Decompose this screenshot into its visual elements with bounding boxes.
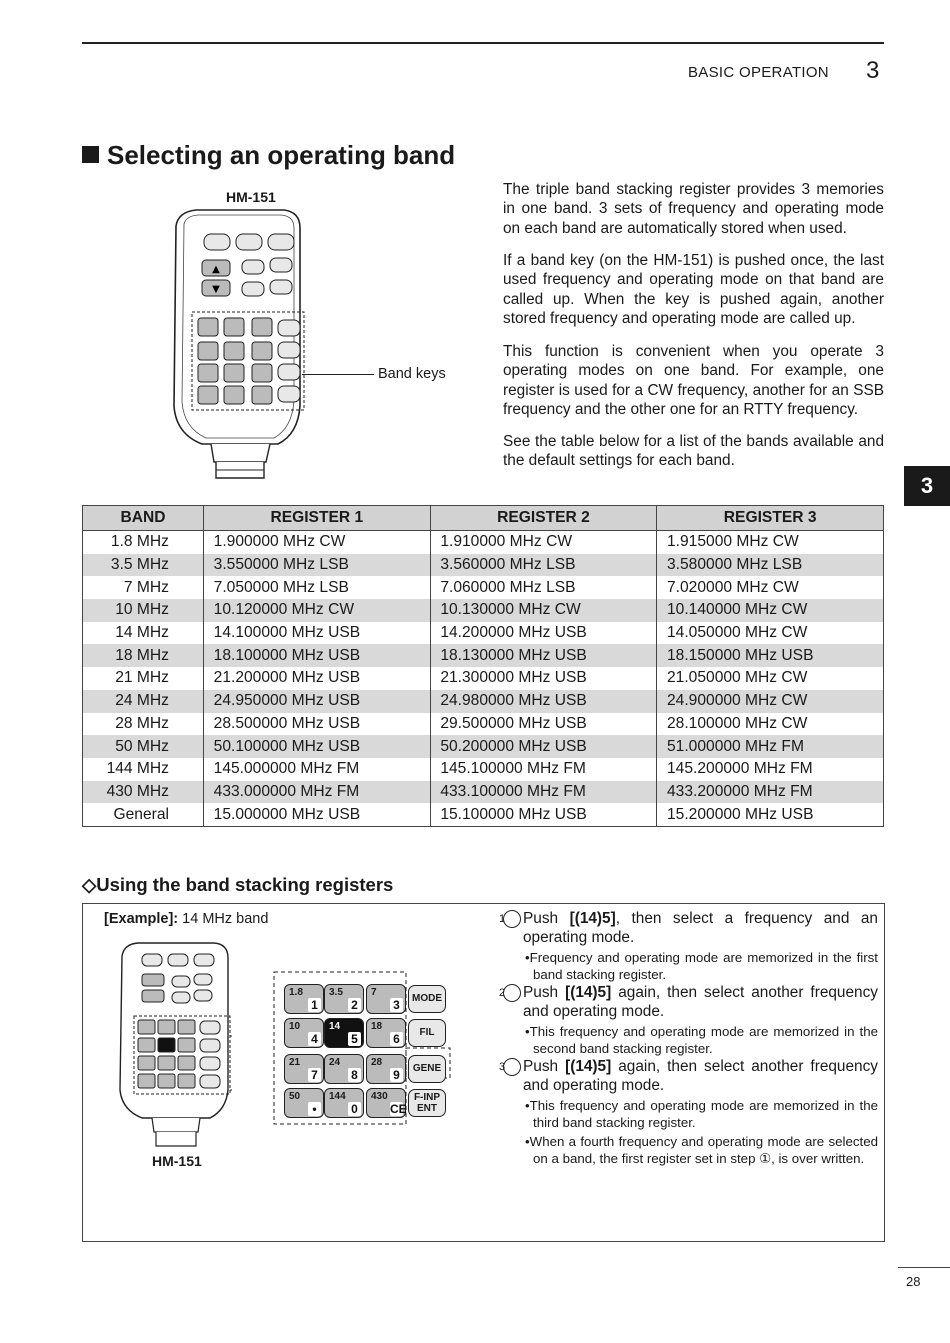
register-cell <box>430 758 657 781</box>
table-header-cell: REGISTER 1 <box>203 506 430 531</box>
note-text: Frequency and operating mode are memorized in the first band stacking register. <box>529 949 878 983</box>
band-key <box>284 984 324 1014</box>
intro-paragraph-3: This function is convenient when you operate 3 operating modes on one band. For example, one register is used for a CW frequency, another for an SSB frequency and the other one for an RTTY frequency. <box>503 343 884 419</box>
register-value: 15.000000 MHz USB <box>213 805 361 823</box>
register-value: 18.150000 MHz USB <box>667 646 814 664</box>
band-key <box>324 1088 364 1118</box>
register-cell <box>203 713 430 736</box>
section-header: BASIC OPERATION <box>688 64 829 81</box>
square-bullet-icon <box>82 146 99 163</box>
register-value: 145.200000 MHz FM <box>667 760 813 778</box>
register-cell <box>430 531 657 554</box>
band-key-digit: 0 <box>348 1102 361 1116</box>
register-cell <box>430 667 657 690</box>
diamond-bullet-icon: ◇ <box>82 874 97 895</box>
step-text: Push <box>523 910 570 927</box>
register-value: 51.000000 MHz FM <box>667 737 804 755</box>
band-cell: 21 MHz <box>83 667 204 690</box>
table-row <box>83 667 884 690</box>
callout-leader-line <box>302 374 374 375</box>
band-cell: 14 MHz <box>83 622 204 645</box>
register-value: 21.200000 MHz USB <box>213 669 361 687</box>
band-key <box>324 1054 364 1084</box>
enlarged-keypad <box>276 970 448 1124</box>
register-value: 10.140000 MHz CW <box>667 601 808 619</box>
figure-label: HM-151 <box>226 189 276 205</box>
page-title <box>82 140 455 171</box>
function-key: MODE <box>408 985 446 1013</box>
table-header-cell: REGISTER 3 <box>657 506 884 531</box>
key-reference: [(14)5] <box>569 910 616 927</box>
band-cell: 50 MHz <box>83 735 204 758</box>
step-number: 1 <box>503 910 521 928</box>
svg-text:▲: ▲ <box>212 264 220 275</box>
register-cell <box>203 622 430 645</box>
register-value: 3.580000 MHz LSB <box>667 556 803 574</box>
example-label: [Example]: <box>104 911 179 927</box>
band-key-band-label: 21 <box>289 1057 301 1068</box>
note-text: This frequency and operating mode are memorized in the third band stacking register. <box>529 1097 878 1131</box>
register-cell <box>657 667 884 690</box>
register-value: 433.100000 MHz FM <box>440 782 586 800</box>
band-cell: 18 MHz <box>83 644 204 667</box>
band-cell: 3.5 MHz <box>83 554 204 577</box>
band-key <box>366 1088 406 1118</box>
table-header-row <box>83 506 884 531</box>
register-value: 14.050000 MHz CW <box>667 624 808 642</box>
table-row <box>83 599 884 622</box>
table-row <box>83 713 884 736</box>
table-row <box>83 622 884 645</box>
band-key-digit: 8 <box>348 1068 361 1082</box>
register-cell <box>430 599 657 622</box>
register-cell <box>657 554 884 577</box>
band-key-digit: 3 <box>390 998 403 1012</box>
register-value: 7.060000 MHz LSB <box>440 578 576 596</box>
register-cell <box>430 713 657 736</box>
register-cell <box>203 690 430 713</box>
register-value: 10.130000 MHz CW <box>440 601 581 619</box>
band-key <box>366 984 406 1014</box>
band-cell: 28 MHz <box>83 713 204 736</box>
register-value: 10.120000 MHz CW <box>213 601 355 619</box>
register-cell <box>657 690 884 713</box>
band-key-digit: • <box>308 1102 321 1116</box>
table-row <box>83 690 884 713</box>
register-cell <box>203 554 430 577</box>
band-key <box>366 1054 406 1084</box>
example-text: 14 MHz band <box>182 911 269 927</box>
register-cell <box>657 622 884 645</box>
register-value: 7.050000 MHz LSB <box>213 578 349 596</box>
register-cell <box>430 690 657 713</box>
step-note: •This frequency and operating mode are memorized in the third band stacking register. <box>525 1097 878 1131</box>
register-cell <box>657 644 884 667</box>
band-key-band-label: 28 <box>371 1057 383 1068</box>
register-value: 145.000000 MHz FM <box>213 760 360 778</box>
band-key-digit: 7 <box>308 1068 321 1082</box>
register-cell <box>203 576 430 599</box>
band-cell: 430 MHz <box>83 781 204 804</box>
key-reference: [(14)5] <box>565 1058 612 1075</box>
table-row <box>83 644 884 667</box>
table-header-cell: REGISTER 2 <box>430 506 657 531</box>
table-row <box>83 803 884 826</box>
register-cell <box>203 758 430 781</box>
register-value: 24.900000 MHz CW <box>667 692 808 710</box>
step-number: 3 <box>503 1058 521 1076</box>
register-value: 24.980000 MHz USB <box>440 692 587 710</box>
band-key-band-label: 7 <box>371 987 377 998</box>
register-cell <box>657 531 884 554</box>
band-cell: 1.8 MHz <box>83 531 204 554</box>
band-key-band-label: 3.5 <box>329 987 343 998</box>
step-3 <box>498 1057 879 1168</box>
chapter-side-tab: 3 <box>904 466 950 506</box>
register-value: 21.050000 MHz CW <box>667 669 808 687</box>
step-1 <box>498 909 878 984</box>
band-key <box>324 1018 364 1048</box>
note-text: When a fourth frequency and operating mode are selected on a band, the first register set in step ①, is over written. <box>529 1133 878 1167</box>
register-value: 3.550000 MHz LSB <box>213 556 349 574</box>
table-row <box>83 531 884 554</box>
register-cell <box>657 576 884 599</box>
microphone-illustration <box>166 206 306 486</box>
band-key-band-label: 10 <box>289 1021 301 1032</box>
register-value: 433.000000 MHz FM <box>213 782 360 800</box>
function-key: F-INP ENT <box>408 1089 446 1117</box>
register-value: 145.100000 MHz FM <box>440 760 586 778</box>
band-key-digit: CE <box>390 1102 407 1116</box>
band-key <box>366 1018 406 1048</box>
function-key: GENE <box>408 1055 446 1083</box>
register-value: 15.100000 MHz USB <box>440 805 587 823</box>
band-key-band-label: 1.8 <box>289 987 303 998</box>
register-cell <box>203 803 430 826</box>
register-cell <box>203 667 430 690</box>
register-cell <box>657 735 884 758</box>
step-2 <box>498 983 879 1058</box>
example-caption <box>104 911 268 927</box>
register-value: 50.100000 MHz USB <box>213 737 361 755</box>
band-key-digit: 1 <box>308 998 321 1012</box>
band-cell: 24 MHz <box>83 690 204 713</box>
step-text: , then select a frequency and an operating mode. <box>523 910 878 947</box>
register-value: 1.900000 MHz CW <box>213 533 346 551</box>
table-row <box>83 758 884 781</box>
band-key-band-label: 430 <box>371 1091 388 1102</box>
register-cell <box>203 599 430 622</box>
register-cell <box>657 713 884 736</box>
step-text: again, then select another frequency and operating mode. <box>523 1058 879 1095</box>
register-cell <box>430 622 657 645</box>
band-cell: 144 MHz <box>83 758 204 781</box>
register-cell <box>430 803 657 826</box>
subsection-title <box>82 874 393 896</box>
register-value: 50.200000 MHz USB <box>440 737 587 755</box>
register-value: 15.200000 MHz USB <box>667 805 814 823</box>
register-value: 28.500000 MHz USB <box>213 714 361 732</box>
register-cell <box>203 735 430 758</box>
table-row <box>83 554 884 577</box>
register-cell <box>430 644 657 667</box>
figure-label-small: HM-151 <box>152 1153 202 1169</box>
step-text: again, then select another frequency and operating mode. <box>523 984 879 1021</box>
band-key <box>284 1018 324 1048</box>
register-value: 29.500000 MHz USB <box>440 714 587 732</box>
note-text: This frequency and operating mode are memorized in the second band stacking register. <box>529 1023 878 1057</box>
register-value: 24.950000 MHz USB <box>213 692 361 710</box>
table-row <box>83 781 884 804</box>
page-title-text: Selecting an operating band <box>107 140 456 170</box>
band-key <box>284 1054 324 1084</box>
step-note: •When a fourth frequency and operating mode are selected on a band, the first register set in step ①, is over written. <box>525 1133 878 1167</box>
register-value: 433.200000 MHz FM <box>667 782 813 800</box>
register-value: 18.100000 MHz USB <box>213 646 361 664</box>
chapter-number: 3 <box>866 57 880 84</box>
step-note: •Frequency and operating mode are memorized in the first band stacking register. <box>525 949 878 983</box>
band-key-digit: 6 <box>390 1032 403 1046</box>
footer-rule <box>898 1267 950 1268</box>
register-value: 1.910000 MHz CW <box>440 533 573 551</box>
band-key-band-label: 24 <box>329 1057 341 1068</box>
register-cell <box>430 781 657 804</box>
register-value: 1.915000 MHz CW <box>667 533 799 551</box>
register-cell <box>203 531 430 554</box>
intro-paragraph-4: See the table below for a list of the bands available and the default settings for each band. <box>503 433 884 470</box>
register-cell <box>657 758 884 781</box>
band-key <box>324 984 364 1014</box>
register-cell <box>430 735 657 758</box>
band-cell: General <box>83 803 204 826</box>
band-key-band-label: 14 <box>329 1021 341 1032</box>
register-cell <box>203 781 430 804</box>
band-key-digit: 4 <box>308 1032 321 1046</box>
register-cell <box>657 599 884 622</box>
table-row <box>83 576 884 599</box>
subsection-title-text: Using the band stacking registers <box>96 874 394 895</box>
function-key: FIL <box>408 1019 446 1047</box>
intro-paragraph-2: If a band key (on the HM-151) is pushed once, the last used frequency and operating mode on that band are called up. When the key is pushed again, another stored frequency and operating mode are called up. <box>503 252 884 328</box>
register-cell <box>430 576 657 599</box>
intro-paragraph-1: The triple band stacking register provides 3 memories in one band. 3 sets of frequency and operating mode on each band are automatically stored when used. <box>503 181 884 237</box>
table-header-cell: BAND <box>83 506 204 531</box>
header-rule <box>82 42 884 44</box>
band-key-digit: 5 <box>348 1032 361 1046</box>
svg-text:▼: ▼ <box>212 284 220 295</box>
register-cell <box>430 554 657 577</box>
page-number: 28 <box>906 1274 921 1289</box>
register-value: 3.560000 MHz LSB <box>440 556 576 574</box>
register-cell <box>203 644 430 667</box>
register-value: 18.130000 MHz USB <box>440 646 587 664</box>
table-row <box>83 735 884 758</box>
key-reference: [(14)5] <box>565 984 612 1001</box>
step-text: Push <box>523 1058 566 1075</box>
band-key-band-label: 144 <box>329 1091 346 1102</box>
register-value: 28.100000 MHz CW <box>667 714 808 732</box>
band-key-band-label: 18 <box>371 1021 383 1032</box>
band-keys-callout: Band keys <box>378 366 446 382</box>
band-key-band-label: 50 <box>289 1091 301 1102</box>
register-value: 14.100000 MHz USB <box>213 624 361 642</box>
register-cell <box>657 781 884 804</box>
microphone-small-illustration <box>114 940 234 1150</box>
step-text: Push <box>523 984 566 1001</box>
step-number: 2 <box>503 984 521 1002</box>
band-register-table <box>82 505 884 827</box>
register-cell <box>657 803 884 826</box>
band-cell: 7 MHz <box>83 576 204 599</box>
register-value: 21.300000 MHz USB <box>440 669 587 687</box>
band-key-digit: 2 <box>348 998 361 1012</box>
register-value: 14.200000 MHz USB <box>440 624 587 642</box>
band-cell: 10 MHz <box>83 599 204 622</box>
step-note: •This frequency and operating mode are memorized in the second band stacking register. <box>525 1023 878 1057</box>
register-value: 7.020000 MHz CW <box>667 578 799 596</box>
band-key <box>284 1088 324 1118</box>
band-key-digit: 9 <box>390 1068 403 1082</box>
